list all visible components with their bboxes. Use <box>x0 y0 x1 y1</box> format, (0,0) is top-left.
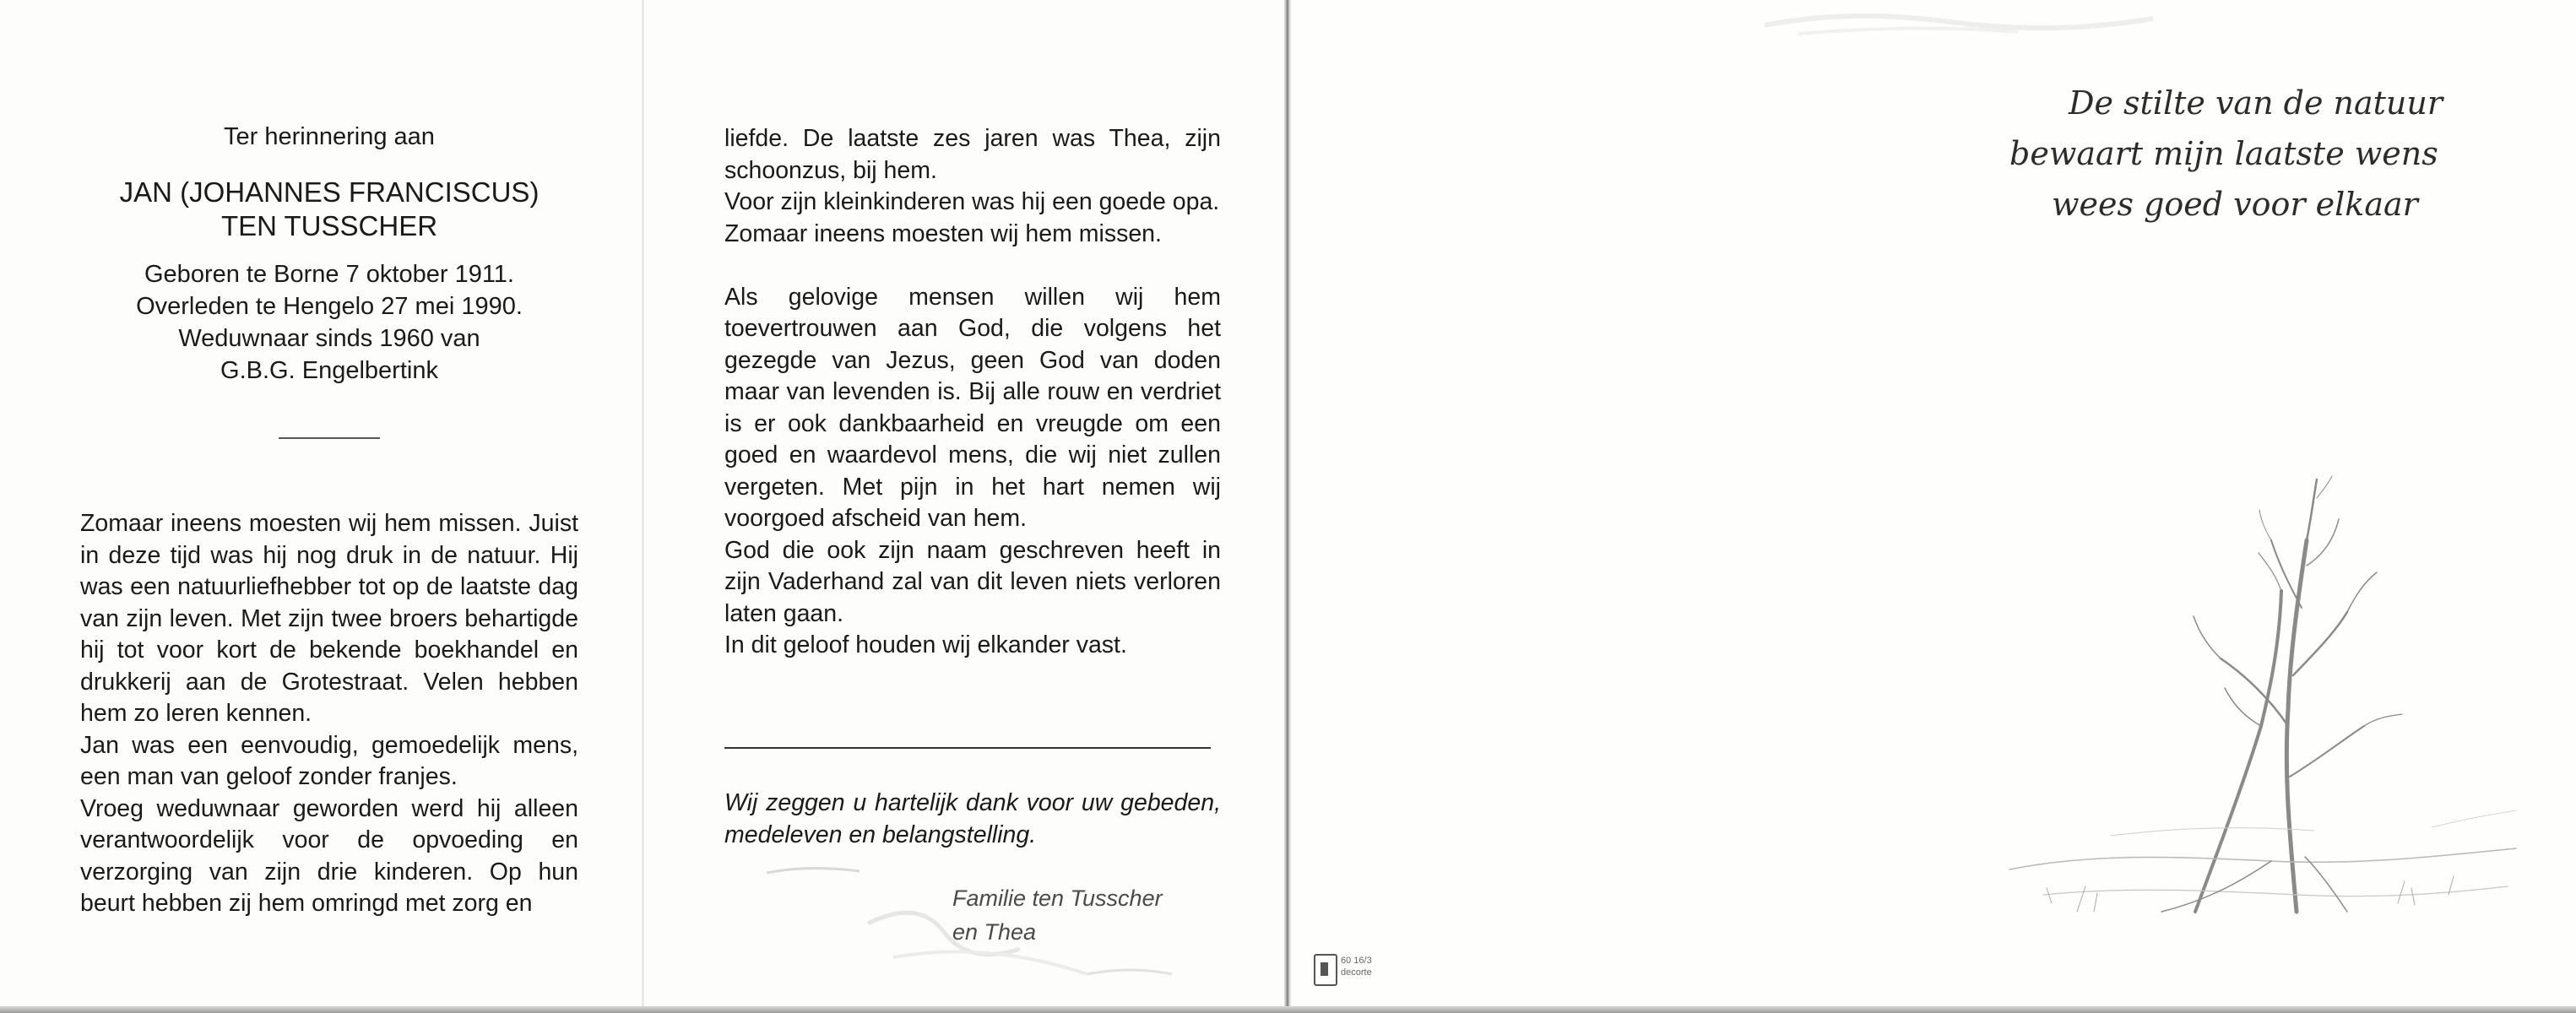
printer-code: 60 16/3 <box>1341 956 1372 966</box>
signature-line-1: Familie ten Tusscher <box>952 886 1163 911</box>
bare-tree-illustration <box>1993 473 2533 945</box>
paragraph: Zomaar ineens moesten wij hem missen. <box>724 219 1162 247</box>
signature <box>952 881 1163 949</box>
embossed-mark <box>1748 0 2170 42</box>
deceased-name <box>80 176 578 243</box>
page-fold <box>642 0 644 1013</box>
card-center-fold <box>1284 0 1291 1013</box>
memorial-text-left <box>80 508 578 920</box>
signature-line-2: en Thea <box>952 919 1037 945</box>
paragraph-spacer <box>724 250 1221 282</box>
printer-brand: decorte <box>1341 967 1372 978</box>
name-line-1: JAN (JOHANNES FRANCISCUS) <box>119 176 540 208</box>
divider <box>279 437 380 439</box>
life-dates <box>80 258 578 387</box>
cover-poem <box>1984 78 2457 230</box>
card-bottom-edge <box>0 1006 2576 1013</box>
birth-line: Geboren te Borne 7 oktober 1911. <box>144 261 514 288</box>
paragraph: Jan was een eenvoudig, gemoedelijk mens, een man van geloof zonder franjes. <box>80 731 578 790</box>
thanks-text: Wij zeggen u hartelijk dank voor uw gebeden, medeleven en belangstelling. <box>724 789 1221 848</box>
paragraph: God die ook zijn naam geschreven heeft in zijn Vaderhand zal van dit leven niets verloren laten gaan. <box>724 536 1221 627</box>
paragraph: Vroeg weduwnaar geworden werd hij alleen verantwoordelijk voor de opvoeding en verzorging van zijn drie kinderen. Op hun beurt hebben zij hem omringd met zorg en <box>80 794 578 917</box>
divider <box>724 747 1211 749</box>
paragraph: Als gelovige mensen willen wij hem toevertrouwen aan God, die volgens het gezegde van Jezus, geen God van doden maar van levenden is. Bij alle rouw en verdriet is er ook dankbaarheid en vreugde om een goed en waardevol mens, die wij niet zullen vergeten. Met pijn in het hart nemen wij voorgoed afscheid van hem. <box>724 283 1221 532</box>
spouse-line: G.B.G. Engelbertink <box>220 357 438 384</box>
paragraph: liefde. De laatste zes jaren was Thea, zijn schoonzus, bij hem. <box>724 125 1221 184</box>
paragraph: Voor zijn kleinkinderen was hij een goede opa. <box>724 188 1220 215</box>
poem-line-1: De stilte van de natuur <box>2069 84 2443 122</box>
intro-heading: Ter herinnering aan <box>224 123 435 150</box>
death-line: Overleden te Hengelo 27 mei 1990. <box>136 293 523 320</box>
poem-line-2: bewaart mijn laatste wens <box>2009 135 2438 172</box>
paragraph: In dit geloof houden wij elkander vast. <box>724 631 1127 658</box>
paragraph: Zomaar ineens moesten wij hem missen. Juist in deze tijd was hij nog druk in de natuur. Hij was een natuurliefhebber tot op de laatste dag van zijn leven. Met zijn twee broers behartigde hij tot voor kort de bekende boekhandel en drukkerij aan de Grotestraat. Velen hebben hem zo leren kennen. <box>80 510 578 727</box>
printer-mark <box>1314 954 1491 988</box>
widower-line: Weduwnaar sinds 1960 van <box>178 325 480 352</box>
memorial-text-middle <box>724 123 1221 662</box>
printer-logo-icon <box>1314 954 1337 986</box>
name-line-2: TEN TUSSCHER <box>220 210 438 241</box>
poem-line-3: wees goed voor elkaar <box>2052 186 2418 223</box>
